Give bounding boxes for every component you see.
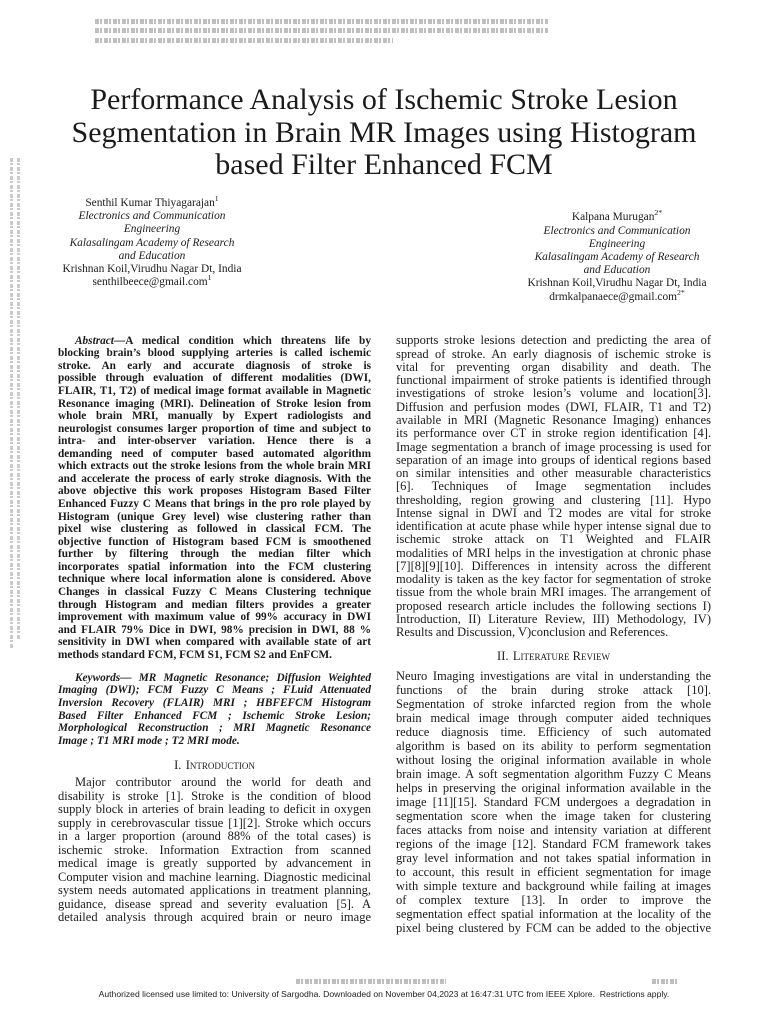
introduction-line: investigations of stroke lesion’s volume and location[3].: [396, 386, 711, 401]
section-title: Introduction: [185, 758, 255, 772]
introduction-line: functional impairment of stroke patients is identified through: [396, 373, 711, 388]
introduction-line: [6]. Techniques of Image segmentation includes: [396, 479, 711, 494]
introduction-body: [58, 776, 371, 925]
keywords-line: Morphological Reconstruction ; MRI Magnetic Resonance: [58, 722, 371, 735]
literature-review-line: functions of the brain during stroke attack [10].: [396, 683, 711, 697]
abstract-label: Abstract—: [75, 334, 126, 347]
literature-review-line: regions of the image [12]. Standard FCM framework takes: [396, 837, 711, 851]
author-name-text: Senthil Kumar Thiyagarajan: [85, 197, 215, 209]
literature-review-line: pixel being clustered by FCM can be added to the objective: [396, 921, 711, 935]
abstract-line: methods standard FCM, FCM S1, FCM S2 and EnFCM.: [58, 648, 332, 661]
literature-review-line: segmentation effect spatial information at the locality of the: [396, 907, 711, 921]
author-department: Engineering: [123, 223, 181, 236]
literature-review-line: Segmentation of stroke infarcted region from the whole: [396, 697, 711, 711]
literature-review-line: image [11][15]. Standard FCM undergoes a degradation in: [396, 795, 711, 809]
author-block-1: [47, 194, 257, 289]
introduction-line: disability is stroke [1]. Stroke is the condition of blood: [58, 788, 371, 803]
introduction-line: separation of an image into groups of identical regions based: [396, 452, 711, 467]
footer-stamp: [652, 979, 678, 984]
author-institution: Kalasalingam Academy of Research: [69, 236, 235, 249]
author-mark: 1: [214, 194, 219, 204]
introduction-line: modalities of MRI helps in the investigation at chronic phase: [396, 545, 711, 560]
introduction-line: in a larger proportion (around 88% of the total cases) is: [58, 829, 371, 844]
paper-title-line: Segmentation in Brain MR Images using Histogram: [71, 115, 697, 149]
author-department: Electronics and Communication: [543, 224, 691, 237]
author-department: Engineering: [588, 237, 646, 250]
author-email: [47, 273, 257, 289]
introduction-line: Diffusion and perfusion modes (DWI, FLAIR, T1 and T2): [396, 399, 711, 414]
abstract-block: [58, 335, 371, 662]
literature-review-line: faces attacks from noise and intensity variation at different: [396, 823, 711, 837]
keywords-block: [58, 672, 371, 748]
abstract-line: which extracts out the stroke lesions from the whole brain MRI: [58, 460, 371, 473]
section-number: I.: [174, 758, 182, 772]
section-heading-literature-review: [396, 649, 711, 663]
abstract-line: through Histogram and median filters provides a greater: [58, 598, 371, 611]
introduction-line: medical image is greatly supported by advancement in: [58, 856, 371, 871]
author-department: Electronics and Communication: [78, 210, 226, 223]
introduction-line: Major contributor around the world for death and: [75, 775, 371, 790]
conference-header-stamp: [95, 28, 548, 33]
introduction-line: supply block in arteries of brain leading to deficit in oxygen: [58, 802, 371, 817]
abstract-line: Enhanced Fuzzy C Means that brings in the pro role played by: [58, 498, 371, 510]
literature-review-body: [396, 669, 711, 935]
author-name: [512, 208, 722, 224]
literature-review-line: helps in preserving the original information available in the: [396, 781, 711, 795]
abstract-line: incorporates spatial information into the FCM clustering: [58, 560, 371, 573]
literature-review-line: reduce diagnosis time. Efficiency of such automated: [396, 725, 711, 739]
literature-review-line: with simple texture and background while failing at images: [396, 879, 711, 893]
paper-title-line: Performance Analysis of Ischemic Stroke Lesion: [90, 83, 678, 116]
keywords-line: [58, 672, 371, 685]
license-notice: Authorized licensed use limited to: University of Sargodha. Downloaded on November 04,2023 at 16:47:31 UTC from IEEE Xplore. Restrictions apply.: [98, 989, 670, 999]
author-email-mark: 1: [207, 273, 212, 283]
abstract-line: blocking brain’s blood supplying arteries is called ischemic: [58, 347, 371, 360]
introduction-line: Computer vision and machine learning. Diagnostic medicinal: [58, 869, 371, 884]
margin-vertical-stamp: [17, 158, 20, 640]
introduction-line: Intense signal in DWI and T2 modes are vital for stroke: [396, 505, 711, 520]
introduction-line: supports stroke lesions detection and predicting the area of: [396, 333, 711, 348]
abstract-line: stroke. An early and accurate diagnosis of stroke is: [58, 359, 371, 372]
author-institution: and Education: [118, 249, 186, 262]
introduction-line: Introduction, II) Literature Review, III) Methodology, IV): [396, 611, 711, 626]
author-email-text: drmkalpanaece@gmail.com: [549, 290, 678, 303]
author-institution: Kalasalingam Academy of Research: [534, 251, 700, 263]
abstract-line: intra- and inter-observer variation. Hence there is a: [58, 435, 371, 448]
abstract-line: Changes in classical Fuzzy C Means Clustering technique: [58, 585, 371, 598]
author-address: Krishnan Koil,Virudhu Nagar Dt, India: [527, 277, 707, 290]
abstract-line: and accelerate the process of early stroke diagnosis. With the: [58, 472, 371, 485]
keywords-line: Based Filter Enhanced FCM ; Ischemic Stroke Lesion;: [58, 709, 371, 722]
abstract-line: neurologist consumes larger proportion of time and subject to: [58, 422, 371, 435]
author-email-mark: 2*: [677, 287, 685, 297]
paper-title: [0, 84, 768, 182]
footer-stamp: [296, 979, 446, 984]
abstract-line: pixel wise clustering as followed in classical FCM. The: [58, 523, 371, 536]
keywords-line: Inversion Recovery (FLAIR) MRI ; HBFEFCM Histogram: [58, 697, 371, 709]
introduction-line: tissue from the whole brain MRI images. The arrangement of: [396, 585, 711, 600]
abstract-line: demanding need of computer based automated algorithm: [58, 447, 371, 460]
introduction-line: [7][8][9][10]. Differences in intensity across the different: [396, 558, 711, 573]
introduction-body-continued: [396, 334, 711, 639]
introduction-line: spread of stroke. An early diagnosis of ischemic stroke is: [396, 346, 711, 361]
literature-review-line: algorithm is based on its ability to perform segmentation: [396, 739, 711, 753]
abstract-line: possible through evaluation of different modalities (DWI,: [58, 372, 371, 385]
literature-review-line: brain medical image through computer aided techniques: [396, 711, 711, 725]
abstract-line: objective function of Histogram based FCM is smoothened: [58, 535, 371, 548]
literature-review-line: of complex texture [13]. In order to improve the: [396, 893, 711, 907]
author-name-text: Kalpana Murugan: [571, 211, 655, 224]
abstract-line: technique where local information alone is considered. Above: [58, 573, 371, 586]
literature-review-line: brain image. A soft segmentation algorithm Fuzzy C Means: [396, 767, 711, 781]
introduction-line: Results and Discussion, V)conclusion and References.: [396, 625, 669, 640]
introduction-line: Image segmentation a branch of image processing is used for: [396, 439, 711, 454]
abstract-line: improvement with maximum value of 99% accuracy in DWI: [58, 611, 371, 624]
section-title: Literature Review: [512, 649, 610, 663]
abstract-line: whole brain MRI, manually by Expert radiologists and: [58, 410, 371, 423]
margin-vertical-stamp: [10, 158, 13, 648]
literature-review-line: without losing the original information available in whole: [396, 753, 711, 767]
introduction-line: ischemic stroke. Information Extraction from scanned: [58, 842, 371, 857]
abstract-line: Histogram (unique Grey level) wise clustering rather than: [58, 510, 371, 523]
keywords-line: Imaging (DWI); FCM Fuzzy C Means ; FLuid Attenuated: [58, 684, 371, 697]
paper-title-line: based Filter Enhanced FCM: [215, 148, 553, 181]
keywords-label: Keywords—: [75, 671, 132, 684]
introduction-line: guidance, disease spread and severity evaluation [5]. A: [58, 896, 371, 911]
literature-review-line: gray level information and not takes spatial information in: [396, 851, 711, 865]
introduction-line: ischemic stroke attack on T1 Weighted and FLAIR: [396, 532, 711, 547]
author-mark: 2*: [654, 208, 663, 218]
introduction-line: modality is taken as the key factor for segmentation of stroke: [396, 572, 711, 587]
introduction-line: vital for preventing organ disability and death. The: [396, 359, 711, 374]
introduction-line: detailed analysis through acquired brain or neuro image: [58, 910, 371, 925]
literature-review-line: segmentation score when the image taken for clustering: [396, 809, 711, 823]
author-institution: and Education: [583, 264, 651, 277]
abstract-line: [58, 335, 371, 348]
abstract-line: further by filtering through the median filter which: [58, 548, 371, 561]
introduction-line: system needs automated applications in treatment planning,: [58, 883, 371, 898]
introduction-line: identification at acute phase while hyper intense signal due to: [396, 519, 711, 534]
abstract-line: and FLAIR 79% Dice in DWI, 98% precision in DWI, 88 %: [58, 623, 371, 636]
author-email: [512, 287, 722, 304]
abstract-line: FLAIR, T1, T2) of medical image format available in Magnetic: [58, 384, 371, 397]
literature-review-line: to account, this result in efficient segmentation for image: [396, 865, 711, 879]
keywords-line-text: MR Magnetic Resonance; Diffusion Weighted: [138, 671, 371, 684]
introduction-line: its performance over CT in stroke region identification [4].: [396, 426, 711, 441]
author-block-2: [512, 208, 722, 303]
conference-header-stamp: [95, 38, 393, 43]
section-heading-introduction: [58, 758, 371, 772]
abstract-line: above objective this work proposes Histogram Based Filter: [58, 485, 371, 498]
author-address: Krishnan Koil,Virudhu Nagar Dt, India: [62, 263, 242, 276]
introduction-line: on similar intensities and other measurable characteristics: [396, 466, 711, 481]
conference-header-stamp: [95, 19, 548, 24]
introduction-line: available in MRI (Magnetic Resonance Imaging) enhances: [396, 412, 711, 427]
abstract-line-text: A medical condition which threatens life by: [125, 334, 371, 347]
introduction-line: thresholding, region growing and clustering [11]. Hypo: [396, 492, 711, 507]
abstract-line: sensitivity in DWI when compared with available state of art: [58, 636, 371, 649]
abstract-line: Resonance imaging (MRI). Delineation of Stroke lesion from: [58, 397, 371, 410]
section-number: II.: [497, 649, 509, 663]
literature-review-line: Neuro Imaging investigations are vital in understanding the: [396, 669, 711, 683]
introduction-line: proposed research article includes the following sections I): [396, 598, 711, 613]
author-email-text: senthilbeece@gmail.com: [92, 276, 208, 289]
introduction-line: supply in cerebrovascular tissue [1][2]. Stroke which occurs: [58, 815, 371, 830]
keywords-line: Image ; T1 MRI mode ; T2 MRI mode.: [58, 735, 240, 748]
author-name: [47, 194, 257, 210]
